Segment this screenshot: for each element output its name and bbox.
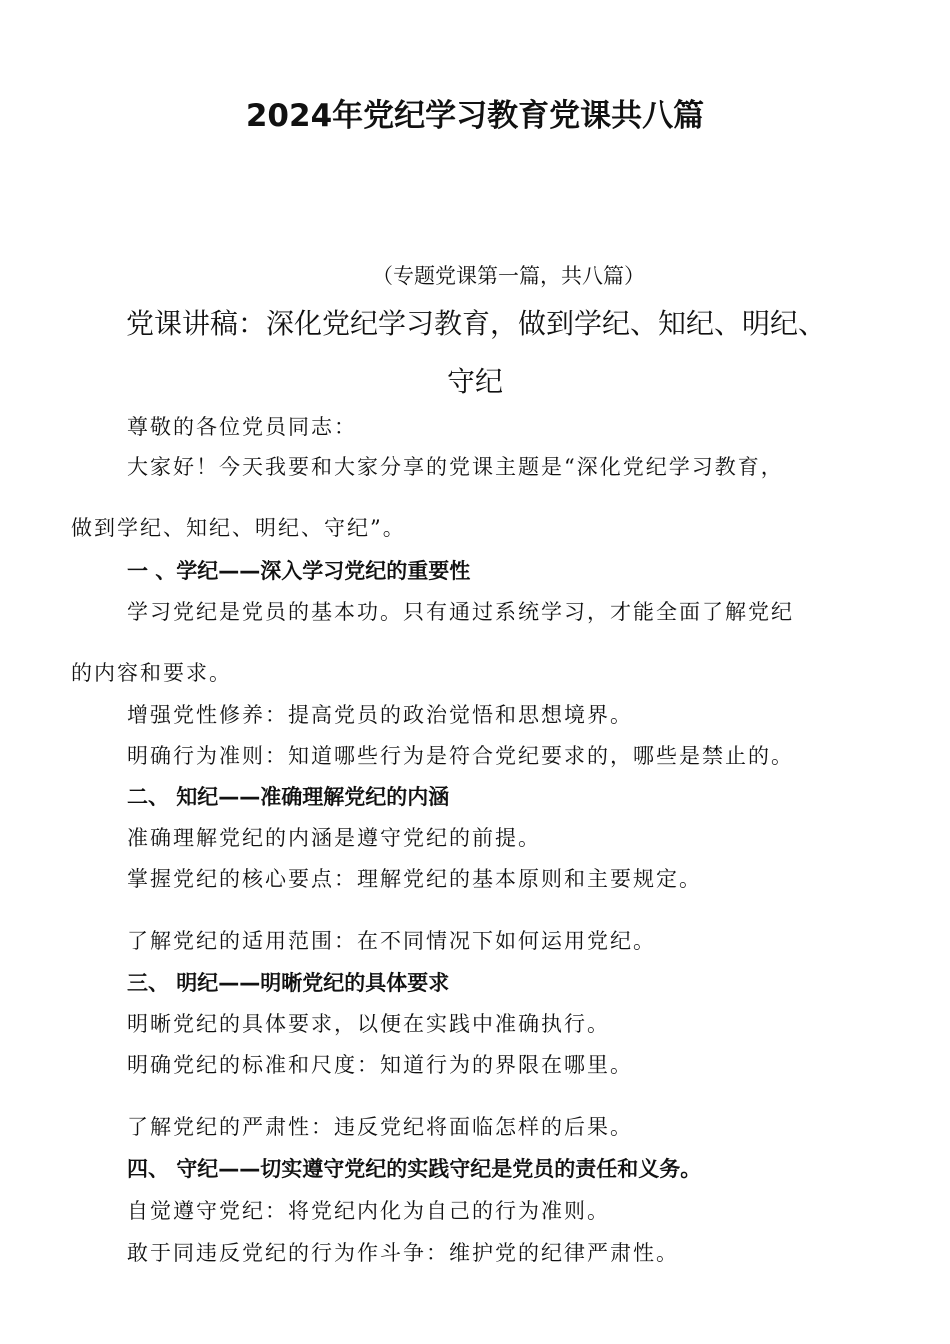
section-2-paragraph-line: 准确理解党纪的内涵是遵守党纪的前提。 [127, 826, 541, 850]
greeting: 尊敬的各位党员同志： [127, 415, 357, 439]
section-4-heading: 四、 守纪——切实遵守党纪的实践守纪是党员的责任和义务。 [127, 1157, 702, 1181]
section-3-paragraph-line: 明晰党纪的具体要求，以便在实践中准确执行。 [127, 1012, 610, 1036]
document-title: 2024年党纪学习教育党课共八篇 [245, 98, 705, 134]
section-1-paragraph-line: 增强党性修养：提高党员的政治觉悟和思想境界。 [127, 703, 633, 727]
section-2-paragraph-line: 掌握党纪的核心要点：理解党纪的基本原则和主要规定。 [127, 867, 702, 891]
intro-line-1: 大家好！今天我要和大家分享的党课主题是“深化党纪学习教育， [127, 455, 784, 479]
document-subtitle: （专题党课第一篇，共八篇） [372, 264, 645, 288]
lecture-title-line-1: 党课讲稿：深化党纪学习教育，做到学纪、知纪、明纪、 [126, 307, 827, 340]
intro-line-2: 做到学纪、知纪、明纪、守纪”。 [71, 516, 406, 540]
section-1-paragraph-line: 学习党纪是党员的基本功。只有通过系统学习，才能全面了解党纪 [127, 600, 794, 624]
section-1-paragraph-line: 的内容和要求。 [71, 661, 232, 685]
section-1-heading: 一 、学纪——深入学习党纪的重要性 [127, 559, 471, 583]
section-1-paragraph-line: 明确行为准则：知道哪些行为是符合党纪要求的，哪些是禁止的。 [127, 744, 794, 768]
section-2-paragraph-line: 了解党纪的适用范围：在不同情况下如何运用党纪。 [127, 929, 656, 953]
section-2-heading: 二、 知纪——准确理解党纪的内涵 [127, 785, 450, 809]
section-3-heading: 三、 明纪——明晰党纪的具体要求 [127, 971, 450, 995]
lecture-title-line-2: 守纪 [446, 365, 503, 398]
section-3-paragraph-line: 了解党纪的严肃性：违反党纪将面临怎样的后果。 [127, 1115, 633, 1139]
section-4-paragraph-line: 自觉遵守党纪：将党纪内化为自己的行为准则。 [127, 1199, 610, 1223]
section-4-paragraph-line: 敢于同违反党纪的行为作斗争：维护党的纪律严肃性。 [127, 1241, 679, 1265]
section-3-paragraph-line: 明确党纪的标准和尺度：知道行为的界限在哪里。 [127, 1053, 633, 1077]
